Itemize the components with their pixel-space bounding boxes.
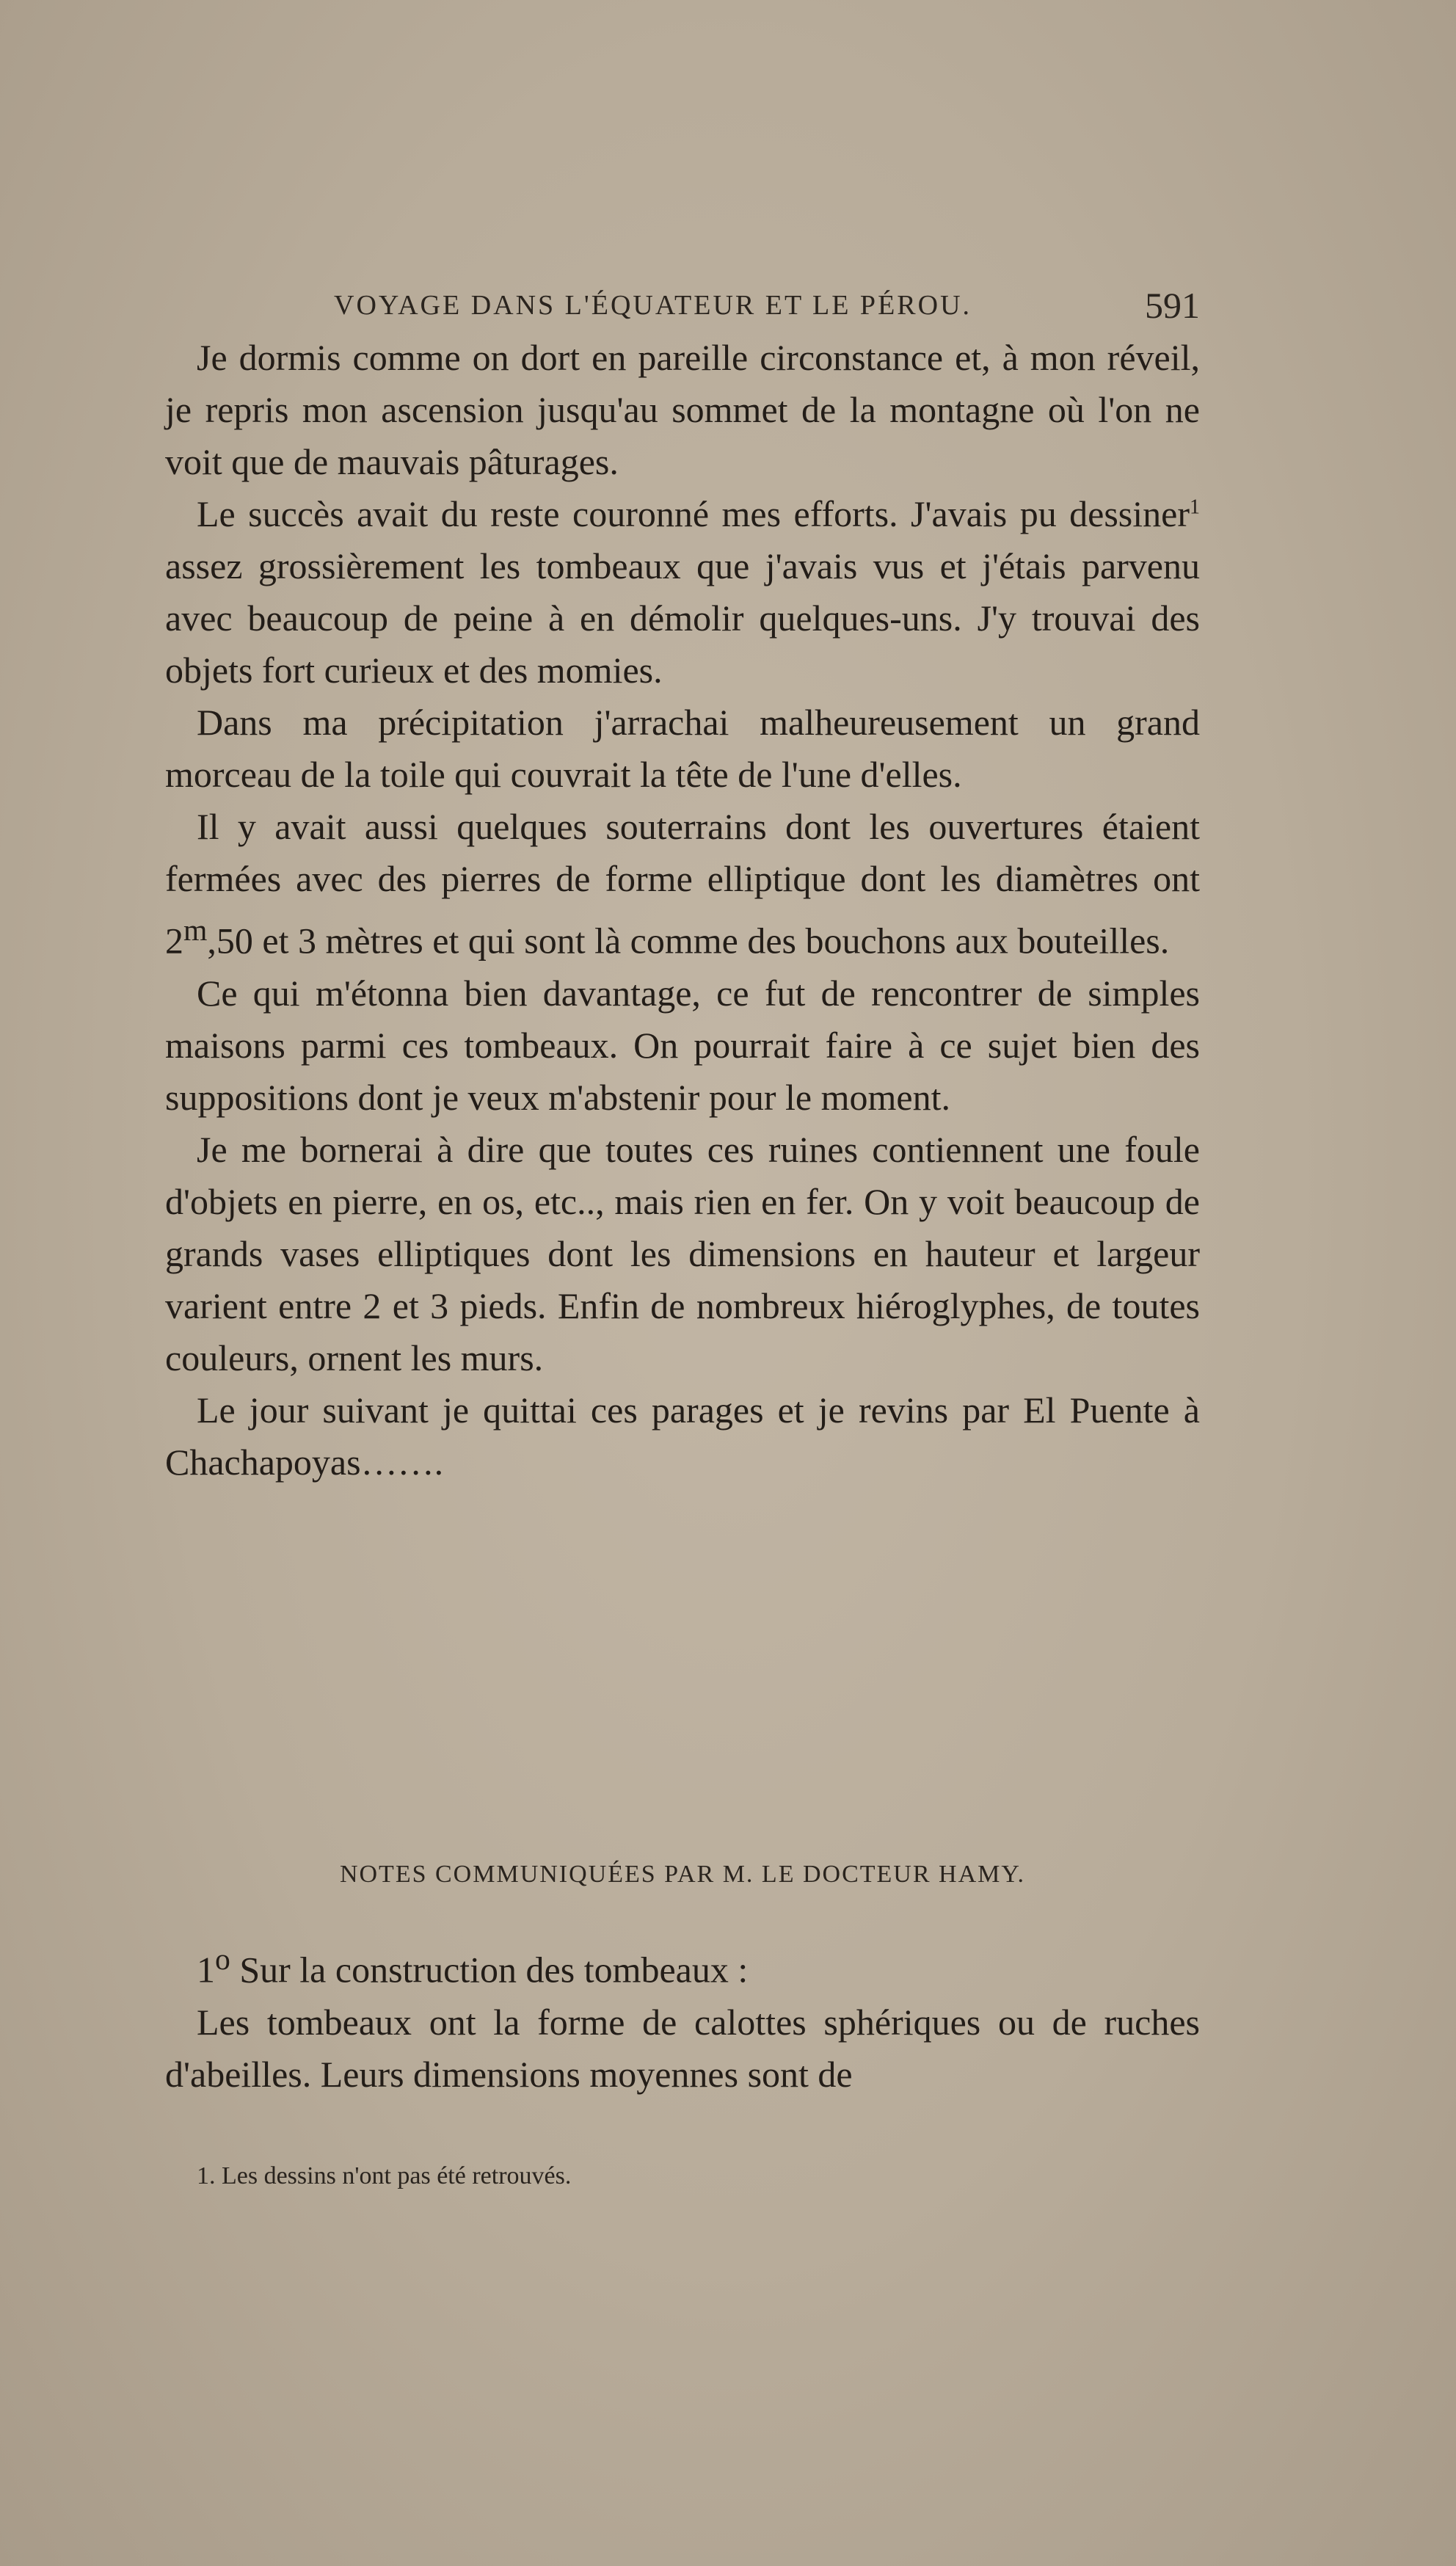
notes-item-superscript: o <box>215 1943 230 1977</box>
paragraph-4-text-after: ,50 et 3 mètres et qui sont là comme des bouchons aux bouteilles. <box>207 920 1170 962</box>
paragraph-1: Je dormis comme on dort en pareille circonstance et, à mon réveil, je repris mon ascension jusqu'au sommet de la montagne où l'on ne voit que de mauvais pâturages. <box>165 337 1200 482</box>
notes-item-text: Sur la construction des tombeaux : <box>230 1949 749 1991</box>
footnote: 1. Les dessins n'ont pas été retrouvés. <box>197 2162 572 2189</box>
paragraph-2-text-before: Le succès avait du reste couronné mes efforts. J'avais pu dessiner <box>197 493 1190 534</box>
paragraph-2 <box>165 488 1200 697</box>
paragraph-5: Ce qui m'étonna bien davantage, ce fut de rencontrer de simples maisons parmi ces tombeaux. On pourrait faire à ce sujet bien des suppositions dont je veux m'abstenir pour le moment. <box>165 972 1200 1118</box>
paragraph-7: Le jour suivant je quittai ces parages et je revins par El Puente à Chachapoyas……. <box>165 1389 1200 1483</box>
section-heading: NOTES COMMUNIQUÉES PAR M. LE DOCTEUR HAMY. <box>339 1861 1026 1888</box>
paragraph-2-text-after: assez grossièrement les tombeaux que j'avais vus et j'étais parvenu avec beaucoup de peine à en démolir quelques-uns. J'y trouvai des objets fort curieux et des momies. <box>165 545 1200 691</box>
notes-item-1 <box>165 1934 1200 1996</box>
running-title: VOYAGE DANS L'ÉQUATEUR ET LE PÉROU. <box>334 290 972 321</box>
main-text <box>165 332 1200 1489</box>
page-number: 591 <box>1145 285 1200 326</box>
paragraph-3: Dans ma précipitation j'arrachai malheureusement un grand morceau de la toile qui couvrait la tête de l'une d'elles. <box>165 702 1200 795</box>
notes-paragraph: Les tombeaux ont la forme de calottes sphériques ou de ruches d'abeilles. Leurs dimensions moyennes sont de <box>165 2001 1200 2095</box>
notes-text <box>165 1934 1200 2101</box>
page-header <box>334 283 1200 327</box>
paragraph-6: Je me bornerai à dire que toutes ces ruines contiennent une foule d'objets en pierre, en os, etc.., mais rien en fer. On y voit beaucoup de grands vases elliptiques dont les dimensions en hauteur et largeur varient entre 2 et 3 pieds. Enfin de nombreux hiéroglyphes, de toutes couleurs, ornent les murs. <box>165 1128 1200 1378</box>
meter-superscript: m <box>183 914 208 948</box>
paragraph-4-text-before: Il y avait aussi quelques souterrains dont les ouvertures étaient fermées avec des pierres de forme elliptique dont les diamètres ont 2 <box>165 806 1200 962</box>
footnote-reference: 1 <box>1190 495 1200 519</box>
paragraph-4 <box>165 801 1200 967</box>
notes-item-number: 1 <box>197 1949 215 1991</box>
